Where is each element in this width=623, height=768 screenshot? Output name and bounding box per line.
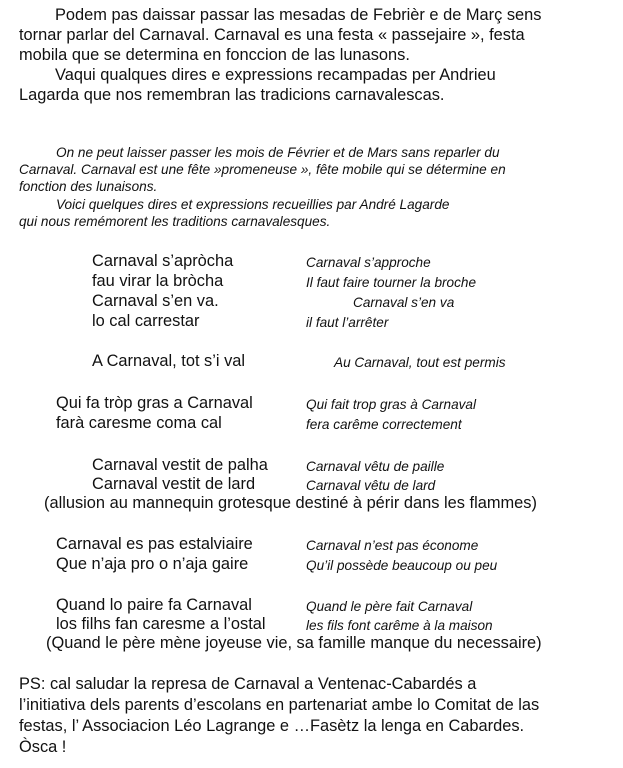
intro-fr-line: Voici quelques dires et expressions recueillies par André Lagarde: [56, 197, 450, 212]
saying-fr: les fils font carême à la maison: [306, 618, 493, 633]
saying-fr: Carnaval vêtu de lard: [306, 478, 436, 493]
postscript-line: l’initiativa dels parents d’escolans en partenariat ambe lo Comitat de las: [19, 696, 540, 714]
explanatory-note: (Quand le père mène joyeuse vie, sa famille manque du necessaire): [46, 634, 542, 652]
saying-oc: Carnaval s’en va.: [92, 292, 219, 310]
saying-oc: Quand lo paire fa Carnaval: [56, 596, 252, 614]
saying-oc: Carnaval es pas estalviaire: [56, 535, 253, 553]
saying-oc: Qui fa tròp gras a Carnaval: [56, 394, 253, 412]
saying-fr: Quand le père fait Carnaval: [306, 599, 473, 614]
saying-fr: Il faut faire tourner la broche: [306, 275, 477, 290]
saying-fr: Carnaval s’en va: [353, 295, 455, 310]
saying-oc: farà caresme coma cal: [56, 414, 222, 432]
intro-oc-line: Vaqui qualques dires e expressions recampadas per Andrieu: [55, 66, 496, 84]
saying-oc: los filhs fan caresme a l’ostal: [56, 615, 266, 633]
explanatory-note: (allusion au mannequin grotesque destiné à périr dans les flammes): [44, 494, 537, 512]
saying-oc: Que n’aja pro o n’aja gaire: [56, 555, 249, 573]
intro-fr-line: qui nous remémorent les traditions carnavalesques.: [19, 214, 331, 229]
postscript-line: Òsca !: [19, 738, 67, 756]
saying-oc: fau virar la bròcha: [92, 272, 224, 290]
postscript-line: festas, l’ Associacion Léo Lagrange e …Fasètz la lenga en Cabardes.: [19, 717, 525, 735]
intro-fr-line: Carnaval. Carnaval est une fête »promeneuse », fête mobile qui se détermine en: [19, 162, 506, 177]
saying-fr: il faut l’arrêter: [306, 315, 389, 330]
saying-oc: lo cal carrestar: [92, 312, 200, 330]
intro-oc-line: tornar parlar del Carnaval. Carnaval es una festa « passejaire », festa: [19, 26, 525, 44]
saying-fr: Au Carnaval, tout est permis: [334, 355, 506, 370]
saying-fr: fera carême correctement: [306, 417, 462, 432]
saying-fr: Carnaval n’est pas économe: [306, 538, 479, 553]
saying-fr: Qu’il possède beaucoup ou peu: [306, 558, 498, 573]
intro-oc-line: Lagarda que nos remembran las tradicions carnavalescas.: [19, 86, 445, 104]
saying-oc: A Carnaval, tot s’i val: [92, 352, 246, 370]
saying-oc: Carnaval vestit de palha: [92, 456, 268, 474]
intro-fr-line: fonction des lunaisons.: [19, 179, 158, 194]
saying-fr: Carnaval vêtu de paille: [306, 459, 445, 474]
intro-oc-line: mobila que se determina en fonccion de las lunasons.: [19, 46, 410, 64]
saying-fr: Qui fait trop gras à Carnaval: [306, 397, 477, 412]
saying-oc: Carnaval vestit de lard: [92, 475, 256, 493]
intro-oc-line: Podem pas daissar passar las mesadas de Febrièr e de Març sens: [55, 6, 542, 24]
saying-oc: Carnaval s’apròcha: [92, 252, 234, 270]
intro-fr-line: On ne peut laisser passer les mois de Février et de Mars sans reparler du: [56, 145, 500, 160]
postscript-line: PS: cal saludar la represa de Carnaval a Ventenac-Cabardés a: [19, 675, 477, 693]
saying-fr: Carnaval s’approche: [306, 255, 431, 270]
